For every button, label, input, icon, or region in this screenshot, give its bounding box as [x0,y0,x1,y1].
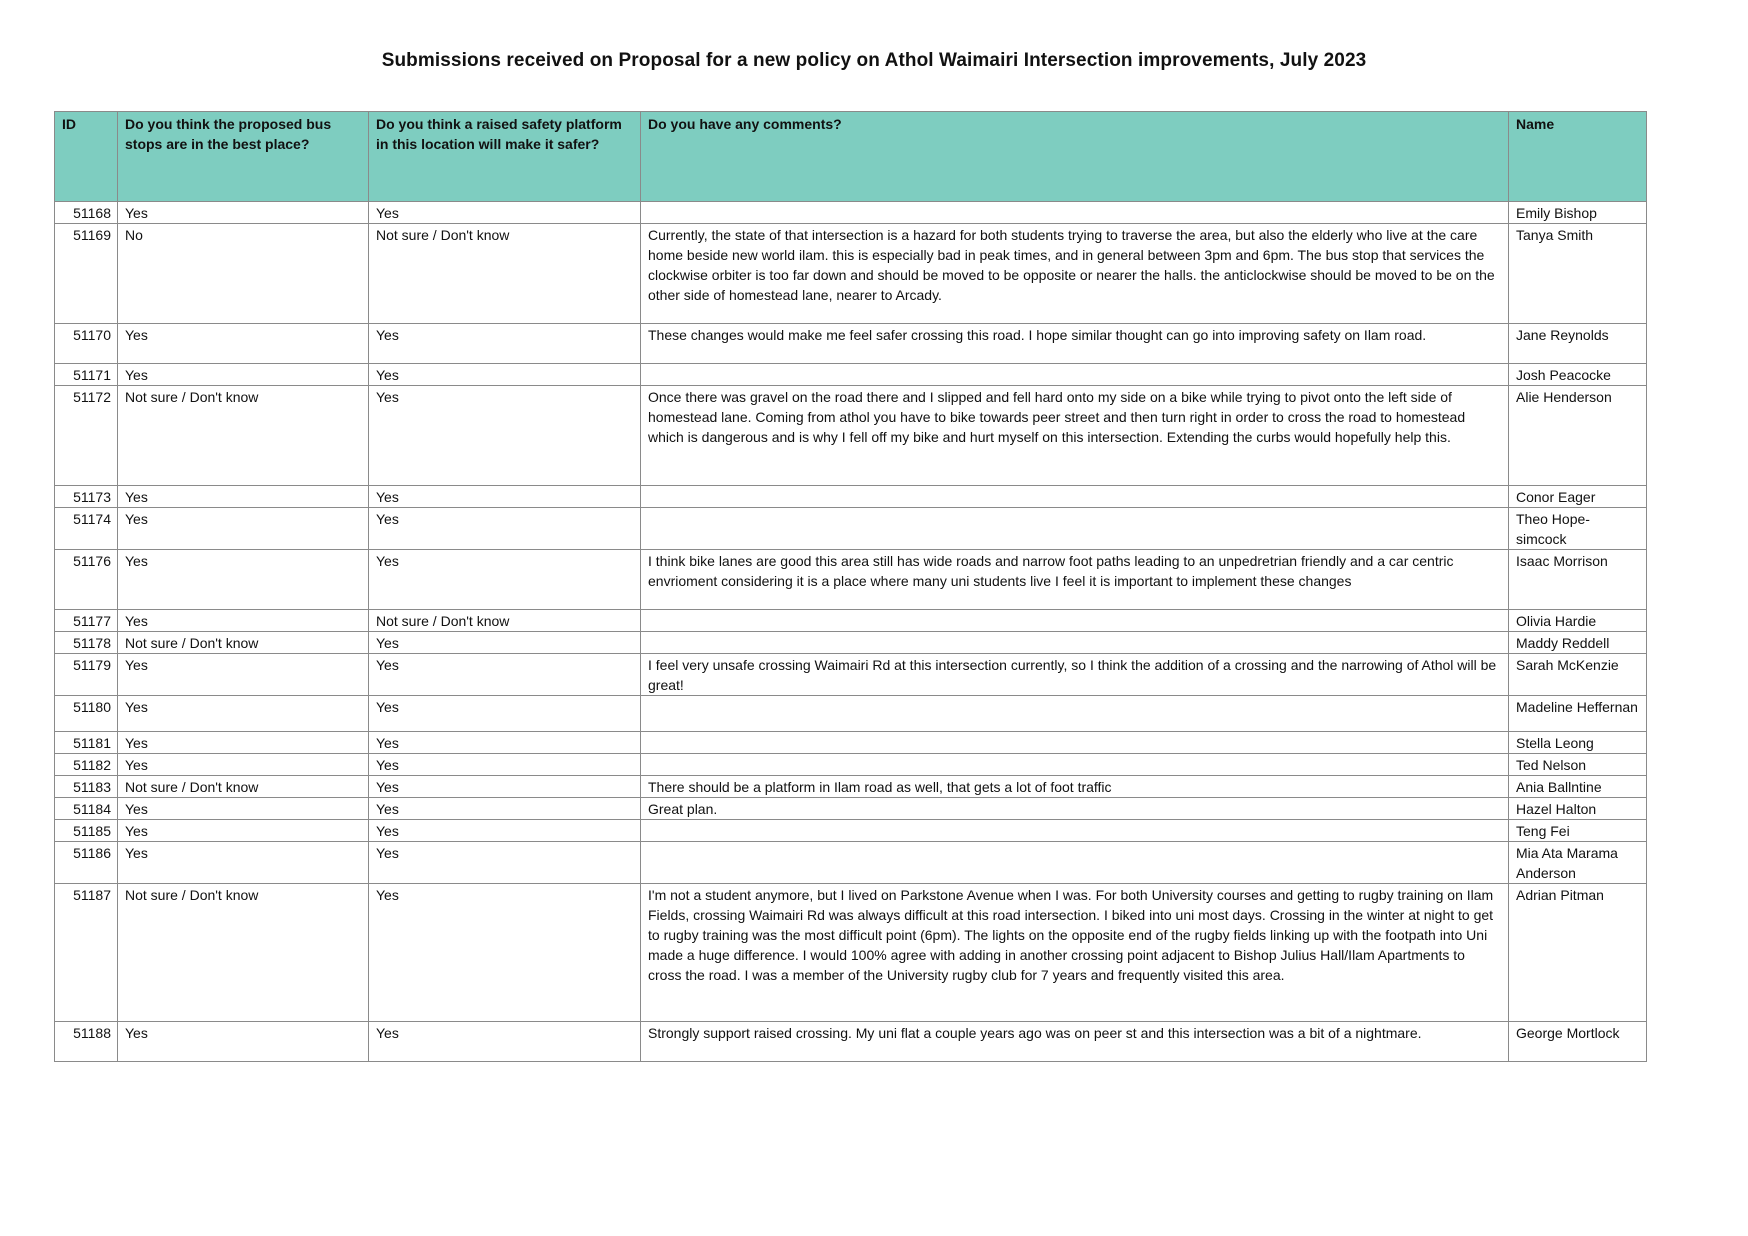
cell-comments: These changes would make me feel safer crossing this road. I hope similar thought can go into improving safety on Ilam road. [641,324,1509,364]
cell-name: George Mortlock [1509,1022,1647,1062]
cell-safety-platform: Yes [369,820,641,842]
cell-name: Isaac Morrison [1509,550,1647,610]
cell-safety-platform: Yes [369,798,641,820]
cell-bus-stops: Yes [118,732,369,754]
cell-comments [641,202,1509,224]
cell-id: 51187 [55,884,118,1022]
cell-safety-platform: Yes [369,550,641,610]
cell-safety-platform: Yes [369,732,641,754]
table-row [55,884,1647,1022]
cell-bus-stops: Not sure / Don't know [118,386,369,486]
table-row [55,754,1647,776]
cell-bus-stops: Yes [118,610,369,632]
table-row [55,508,1647,550]
cell-comments [641,732,1509,754]
cell-name: Josh Peacocke [1509,364,1647,386]
cell-comments: Currently, the state of that intersection is a hazard for both students trying to traverse the area, but also the elderly who live at the care home beside new world ilam. this is especially bad in peak times, and in general between 3pm and 6pm. The bus stop that services the clockwise orbiter is too far down and should be moved to be opposite or nearer the halls. the anticlockwise should be moved to be on the other side of homestead lane, nearer to Arcady. [641,224,1509,324]
cell-safety-platform: Yes [369,654,641,696]
cell-bus-stops: Yes [118,754,369,776]
cell-name: Maddy Reddell [1509,632,1647,654]
cell-safety-platform: Yes [369,386,641,486]
page-title: Submissions received on Proposal for a new policy on Athol Waimairi Intersection improvements, July 2023 [381,50,1367,71]
table-row [55,842,1647,884]
cell-comments: Once there was gravel on the road there and I slipped and fell hard onto my side on a bike while trying to pivot onto the left side of homestead lane. Coming from athol you have to bike towards peer street and then turn right in order to cross the road to homestead which is dangerous and is why I fell off my bike and hurt myself on this intersection. Extending the curbs would hopefully help this. [641,386,1509,486]
cell-name: Theo Hope-simcock [1509,508,1647,550]
cell-bus-stops: Not sure / Don't know [118,776,369,798]
cell-name: Stella Leong [1509,732,1647,754]
cell-bus-stops: Yes [118,324,369,364]
cell-safety-platform: Yes [369,884,641,1022]
cell-comments [641,610,1509,632]
cell-comments [641,696,1509,732]
cell-safety-platform: Yes [369,632,641,654]
cell-name: Olivia Hardie [1509,610,1647,632]
cell-bus-stops: Yes [118,798,369,820]
cell-comments: Strongly support raised crossing. My uni flat a couple years ago was on peer st and this intersection was a bit of a nightmare. [641,1022,1509,1062]
cell-name: Emily Bishop [1509,202,1647,224]
table-row [55,696,1647,732]
column-header-bus-stops: Do you think the proposed bus stops are in the best place? [118,112,369,202]
table-row [55,550,1647,610]
cell-bus-stops: Yes [118,202,369,224]
cell-bus-stops: No [118,224,369,324]
cell-safety-platform: Not sure / Don't know [369,224,641,324]
submissions-table [54,111,1647,1062]
cell-bus-stops: Yes [118,820,369,842]
cell-id: 51168 [55,202,118,224]
cell-comments: There should be a platform in Ilam road as well, that gets a lot of foot traffic [641,776,1509,798]
cell-bus-stops: Yes [118,654,369,696]
table-row [55,1022,1647,1062]
cell-name: Conor Eager [1509,486,1647,508]
cell-id: 51181 [55,732,118,754]
table-row [55,324,1647,364]
table-row [55,610,1647,632]
cell-comments [641,632,1509,654]
cell-name: Alie Henderson [1509,386,1647,486]
cell-name: Ania Ballntine [1509,776,1647,798]
cell-id: 51183 [55,776,118,798]
column-header-comments: Do you have any comments? [641,112,1509,202]
cell-id: 51174 [55,508,118,550]
cell-safety-platform: Yes [369,842,641,884]
table-row [55,654,1647,696]
cell-safety-platform: Yes [369,508,641,550]
cell-bus-stops: Yes [118,508,369,550]
table-row [55,820,1647,842]
cell-id: 51184 [55,798,118,820]
cell-id: 51170 [55,324,118,364]
column-header-safety-platform: Do you think a raised safety platform in this location will make it safer? [369,112,641,202]
cell-comments: I'm not a student anymore, but I lived on Parkstone Avenue when I was. For both University courses and getting to rugby training on Ilam Fields, crossing Waimairi Rd was always difficult at this road intersection. I biked into uni most days. Crossing in the winter at night to get to rugby training was the most difficult point (6pm). The lights on the opposite end of the rugby fields linking up with the footpath into Uni made a huge difference. I would 100% agree with adding in another crossing point adjacent to Bishop Julius Hall/Ilam Apartments to cross the road. I was a member of the University rugby club for 7 years and frequently visited this area. [641,884,1509,1022]
table-header-row [55,112,1647,202]
cell-name: Adrian Pitman [1509,884,1647,1022]
cell-bus-stops: Yes [118,486,369,508]
cell-safety-platform: Yes [369,776,641,798]
cell-id: 51179 [55,654,118,696]
cell-bus-stops: Yes [118,696,369,732]
cell-id: 51185 [55,820,118,842]
cell-id: 51182 [55,754,118,776]
cell-comments [641,820,1509,842]
cell-name: Hazel Halton [1509,798,1647,820]
cell-id: 51171 [55,364,118,386]
cell-comments [641,486,1509,508]
table-row [55,224,1647,324]
cell-safety-platform: Yes [369,1022,641,1062]
cell-safety-platform: Yes [369,486,641,508]
cell-comments: Great plan. [641,798,1509,820]
cell-id: 51178 [55,632,118,654]
cell-id: 51176 [55,550,118,610]
cell-id: 51186 [55,842,118,884]
cell-bus-stops: Yes [118,550,369,610]
cell-name: Tanya Smith [1509,224,1647,324]
cell-comments [641,508,1509,550]
cell-name: Madeline Heffernan [1509,696,1647,732]
cell-safety-platform: Yes [369,324,641,364]
column-header-name: Name [1509,112,1647,202]
table-row [55,732,1647,754]
table-row [55,632,1647,654]
cell-bus-stops: Yes [118,364,369,386]
cell-name: Jane Reynolds [1509,324,1647,364]
table-row [55,202,1647,224]
cell-id: 51177 [55,610,118,632]
cell-comments [641,364,1509,386]
cell-id: 51169 [55,224,118,324]
cell-id: 51172 [55,386,118,486]
cell-id: 51188 [55,1022,118,1062]
table-row [55,386,1647,486]
cell-safety-platform: Yes [369,202,641,224]
cell-id: 51180 [55,696,118,732]
cell-name: Ted Nelson [1509,754,1647,776]
cell-comments [641,842,1509,884]
cell-name: Mia Ata Marama Anderson [1509,842,1647,884]
table-row [55,776,1647,798]
cell-comments [641,754,1509,776]
cell-safety-platform: Yes [369,364,641,386]
table-row [55,364,1647,386]
cell-safety-platform: Yes [369,754,641,776]
cell-comments: I feel very unsafe crossing Waimairi Rd at this intersection currently, so I think the addition of a crossing and the narrowing of Athol will be great! [641,654,1509,696]
cell-safety-platform: Yes [369,696,641,732]
table-row [55,486,1647,508]
cell-name: Sarah McKenzie [1509,654,1647,696]
cell-bus-stops: Yes [118,1022,369,1062]
column-header-id: ID [55,112,118,202]
cell-id: 51173 [55,486,118,508]
cell-bus-stops: Not sure / Don't know [118,884,369,1022]
cell-name: Teng Fei [1509,820,1647,842]
cell-bus-stops: Not sure / Don't know [118,632,369,654]
cell-bus-stops: Yes [118,842,369,884]
cell-comments: I think bike lanes are good this area still has wide roads and narrow foot paths leading to an unpedretrian friendly and a car centric envrioment considering it is a place where many uni students live I feel it is important to implement these changes [641,550,1509,610]
cell-safety-platform: Not sure / Don't know [369,610,641,632]
table-row [55,798,1647,820]
